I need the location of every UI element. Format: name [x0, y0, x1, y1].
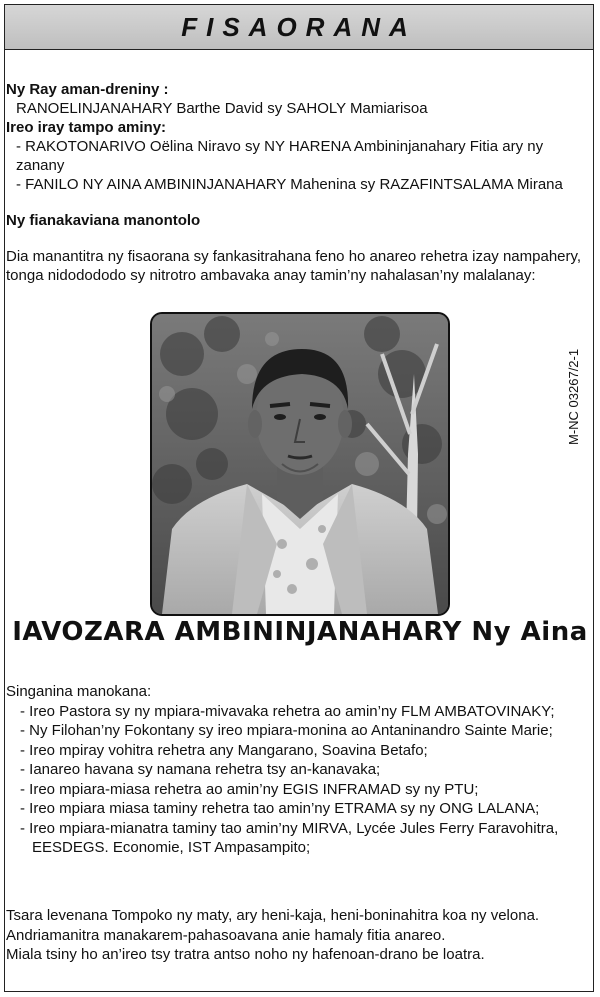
thanks-item: - Ireo Pastora sy ny mpiara-mivavaka rehetra ao amin’ny FLM AMBATOVINAKY; — [20, 702, 555, 720]
thanks-item: - Ireo mpiara miasa taminy rehetra tao amin’ny ETRAMA sy ny ONG LALANA; — [20, 800, 540, 817]
family-line: Ny fianakaviana manontolo — [6, 212, 201, 229]
thanks-section — [6, 682, 584, 858]
reference-code: M-NC 03267/2-1 — [566, 348, 581, 445]
deceased-name: IAVOZARA AMBININJANAHARY Ny Aina — [12, 617, 588, 647]
closing-line: Tsara levenana Tompoko ny maty, ary heni-kaja, heni-boninahitra koa ny velona. — [6, 907, 540, 924]
intro-line: tonga nidodododo sy nitrotro ambavaka anay tamin’ny nahalasan’ny malalanay: — [6, 267, 536, 284]
notice-body — [6, 80, 584, 285]
thanks-item: - Ireo mpiara-mianatra taminy tao amin’ny MIRVA, Lycée Jules Ferry Faravohitra, — [20, 819, 559, 837]
sibling-line: - FANILO NY AINA AMBININJANAHARY Mahenina sy RAZAFINTSALAMA Mirana — [16, 176, 563, 193]
notice-title: FISAORANA — [181, 11, 417, 42]
siblings-heading: Ireo iray tampo aminy: — [6, 119, 167, 136]
thanks-item: - Ireo mpiara-miasa rehetra ao amin’ny EGIS INFRAMAD sy ny PTU; — [20, 780, 479, 798]
thanks-item: - Ianareo havana sy namana rehetra tsy an-kanavaka; — [20, 761, 381, 778]
parents-heading: Ny Ray aman-dreniny : — [6, 81, 169, 98]
closing-line: Andriamanitra manakarem-pahasoavana anie hamaly fitia anareo. — [6, 926, 446, 944]
portrait-photo — [150, 312, 450, 616]
thanks-item: - Ny Filohan’ny Fokontany sy ireo mpiara-monina ao Antaninandro Sainte Marie; — [20, 722, 553, 739]
thanks-item: - Ireo mpiray vohitra rehetra any Mangarano, Soavina Betafo; — [20, 741, 428, 759]
notice-header — [5, 5, 593, 50]
closing-line: Miala tsiny ho an’ireo tsy tratra antso noho ny hafenoan-drano be loatra. — [6, 946, 485, 963]
intro-line: Dia manantitra ny fisaorana sy fankasitrahana feno ho anareo rehetra izay nampahery, — [6, 248, 582, 265]
sibling-line: - RAKOTONARIVO Oëlina Niravo sy NY HARENA Ambininjanahary Fitia ary ny zanany — [16, 138, 544, 174]
parents-names: RANOELINJANAHARY Barthe David sy SAHOLY Mamiarisoa — [16, 100, 428, 117]
closing-section — [6, 906, 584, 965]
thanks-item-continuation: EESDEGS. Economie, IST Ampasampito; — [32, 839, 311, 856]
thanks-heading: Singanina manokana: — [6, 683, 152, 700]
portrait-illustration — [152, 314, 448, 614]
